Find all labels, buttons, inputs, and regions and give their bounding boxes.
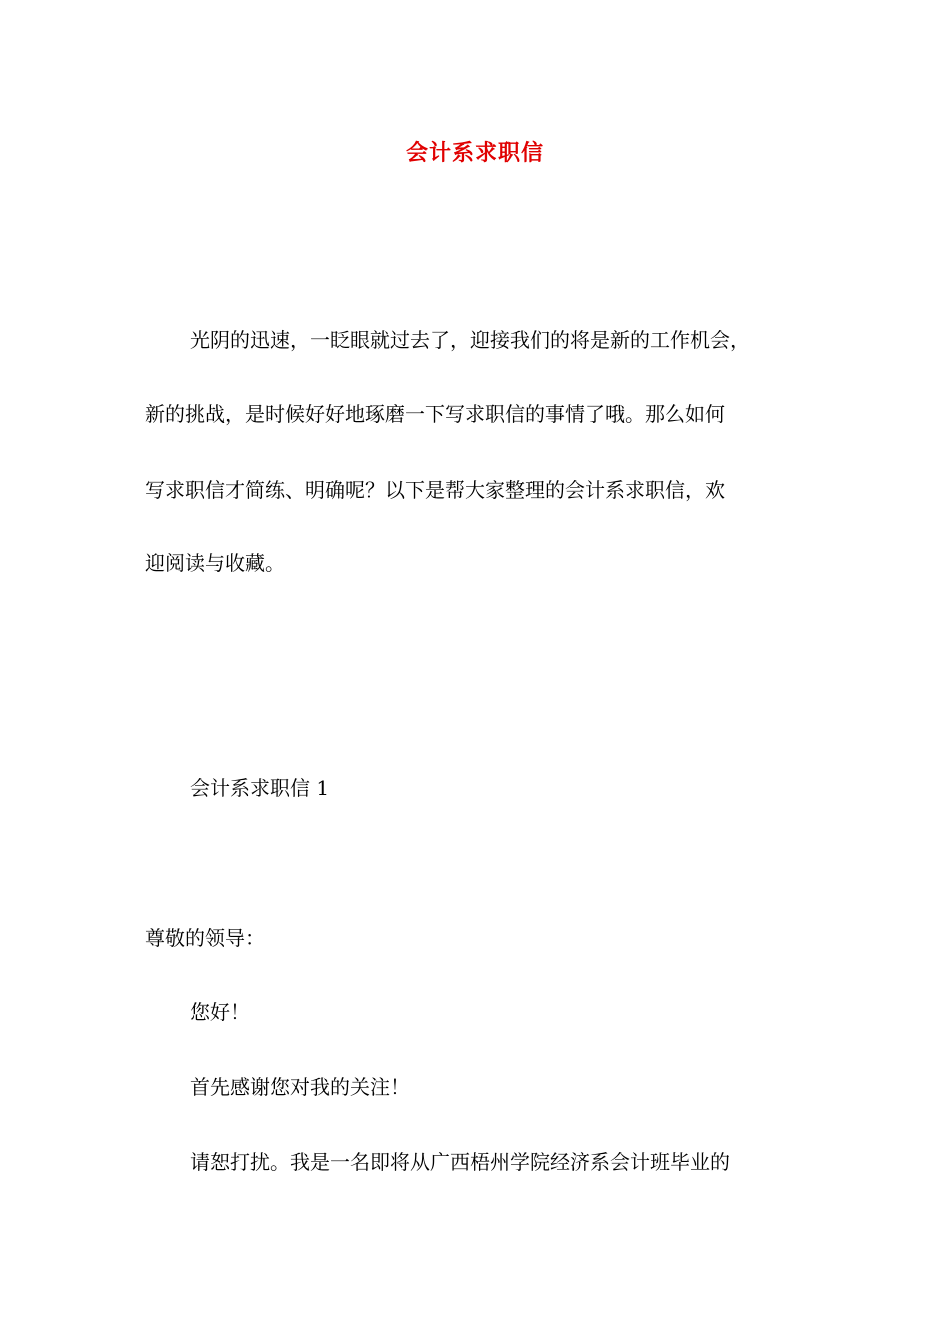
intro-line-4: 迎阅读与收藏。 bbox=[145, 551, 285, 575]
document-title: 会计系求职信 bbox=[405, 140, 544, 166]
intro-line-1: 光阴的迅速，一眨眼就过去了，迎接我们的将是新的工作机会， bbox=[190, 328, 750, 352]
greeting: 您好！ bbox=[190, 1000, 250, 1024]
intro-line-2: 新的挑战，是时候好好地琢磨一下写求职信的事情了哦。那么如何 bbox=[145, 402, 725, 426]
thanks-line: 首先感谢您对我的关注！ bbox=[190, 1075, 410, 1099]
salutation: 尊敬的领导： bbox=[145, 926, 265, 950]
intro-line-3: 写求职信才简练、明确呢？以下是帮大家整理的会计系求职信，欢 bbox=[145, 478, 725, 502]
section-heading: 会计系求职信 1 bbox=[190, 776, 330, 800]
body-line: 请恕打扰。我是一名即将从广西梧州学院经济系会计班毕业的 bbox=[190, 1150, 730, 1174]
